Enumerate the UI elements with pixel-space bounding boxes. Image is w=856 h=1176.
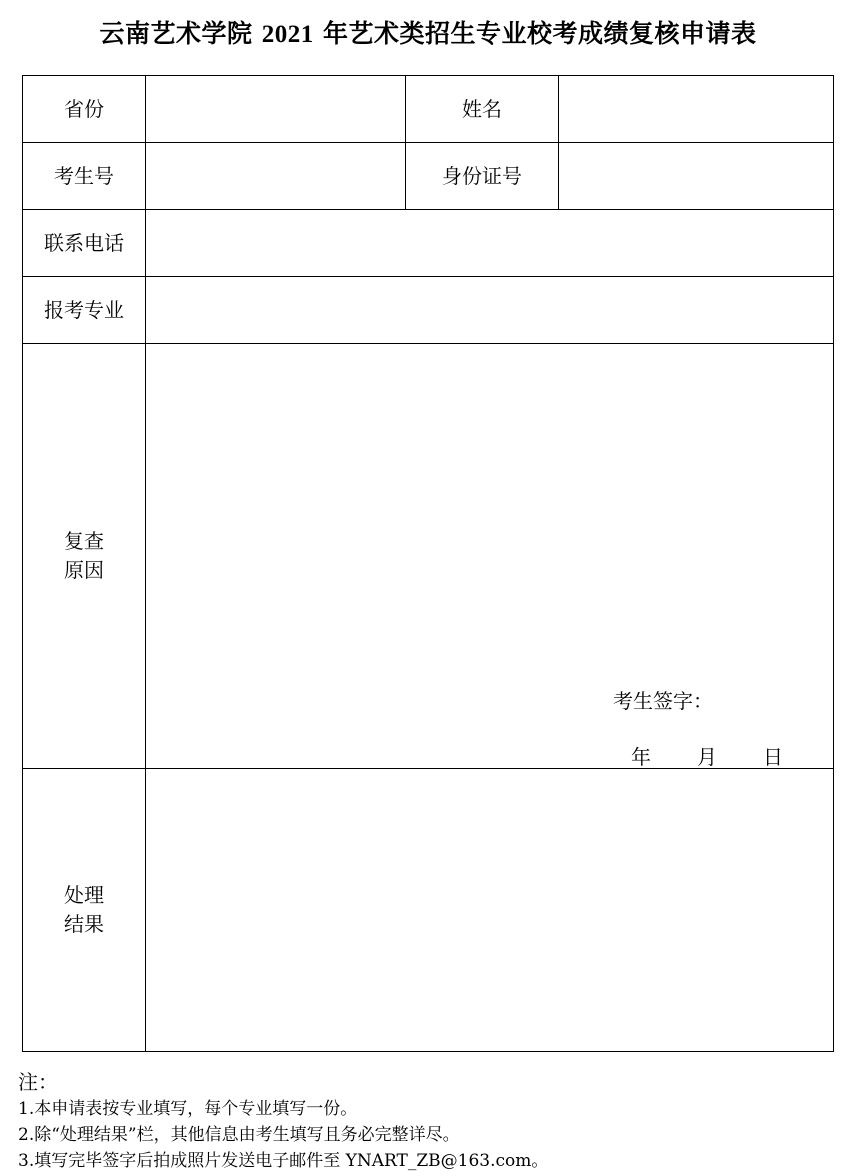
application-form-table	[22, 75, 834, 1052]
note-item-3: 3.填写完毕签字后拍成照片发送电子邮件至 YNART_ZB@163.com。	[18, 1151, 549, 1171]
result-field[interactable]	[146, 769, 834, 1052]
page-title	[0, 14, 856, 50]
province-label: 省份	[23, 76, 146, 143]
id-number-field[interactable]	[559, 143, 834, 210]
month-label: 月	[697, 745, 717, 769]
review-reason-label	[23, 344, 146, 769]
id-number-label: 身份证号	[406, 143, 559, 210]
exam-number-label: 考生号	[23, 143, 146, 210]
result-label-line2: 结果	[64, 912, 104, 936]
title-suffix: 年艺术类招生专业校考成绩复核申请表	[313, 19, 757, 48]
phone-label: 联系电话	[23, 210, 146, 277]
review-reason-label-line2: 原因	[64, 558, 104, 582]
review-reason-label-line1: 复查	[64, 529, 104, 553]
major-label: 报考专业	[23, 277, 146, 344]
phone-field[interactable]	[146, 210, 834, 277]
name-label: 姓名	[406, 76, 559, 143]
province-field[interactable]	[146, 76, 406, 143]
result-label	[23, 769, 146, 1052]
year-label: 年	[631, 745, 651, 769]
name-field[interactable]	[559, 76, 834, 143]
title-prefix: 云南艺术学院	[99, 19, 262, 48]
signature-label: 考生签字：	[613, 689, 713, 713]
notes-section	[18, 1068, 838, 1174]
note-item-2: 2.除“处理结果”栏，其他信息由考生填写且务必完整详尽。	[18, 1125, 460, 1145]
note-item-1: 1.本申请表按专业填写，每个专业填写一份。	[18, 1099, 358, 1119]
result-label-line1: 处理	[64, 883, 104, 907]
day-label: 日	[763, 745, 783, 769]
major-field[interactable]	[146, 277, 834, 344]
notes-heading: 注：	[18, 1070, 58, 1094]
title-year: 2021	[261, 21, 314, 48]
exam-number-field[interactable]	[146, 143, 406, 210]
review-reason-field[interactable]	[146, 344, 834, 769]
